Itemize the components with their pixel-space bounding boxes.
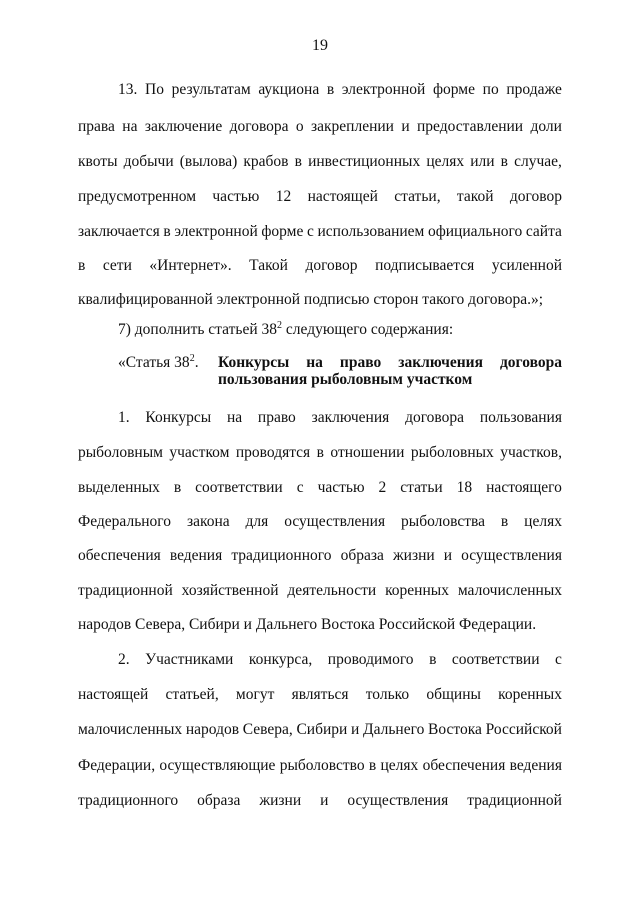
word: добычи (123, 153, 174, 170)
word: такой (456, 188, 494, 205)
para13-line-7: квалифицированной электронной подписью сторон такого договора.»; (78, 291, 544, 308)
word: право (339, 354, 382, 371)
word: договор (305, 257, 358, 274)
word: заключения (311, 409, 390, 426)
word: договор (509, 188, 562, 205)
word: осуществляющие (159, 757, 276, 774)
word: коренных (498, 686, 562, 703)
word: Севера, (242, 721, 293, 738)
word: частью (317, 479, 365, 496)
para1-line-3 (78, 478, 562, 498)
word: общины (426, 686, 481, 703)
word: осуществления (347, 792, 449, 809)
word: в (500, 153, 508, 170)
word: традиционной (467, 792, 562, 809)
word: «Интернет». (149, 257, 232, 274)
para13-line-4 (78, 187, 562, 207)
para1-line-5 (78, 546, 562, 566)
article-sup: 2 (189, 353, 195, 364)
word: традиционного (78, 792, 179, 809)
para2-line-1 (118, 650, 562, 670)
word: народов (185, 721, 240, 738)
word: на (122, 118, 138, 135)
word: сайта (525, 223, 562, 240)
word: в (429, 651, 437, 668)
word: заключения (398, 354, 483, 371)
word: Востока (428, 721, 482, 738)
amendment-tail: следующего содержания: (282, 321, 454, 338)
para2-line-2 (78, 685, 562, 705)
word: пользования (479, 409, 562, 426)
word: деятельности (287, 582, 377, 599)
word: жизни (259, 792, 302, 809)
word: сети (102, 257, 132, 274)
word: и (443, 547, 453, 564)
word: аукциона (258, 81, 320, 98)
word: закона (186, 513, 230, 530)
word: 12 (275, 188, 292, 205)
word: целях (380, 757, 419, 774)
word: целях (524, 513, 562, 530)
word: усиленной (491, 257, 562, 274)
word: обеспечения (78, 547, 161, 564)
word: хозяйственной (181, 582, 279, 599)
word: в (500, 513, 509, 530)
word: в (368, 757, 377, 774)
word: 2 (378, 479, 387, 496)
word: соответствии (451, 651, 540, 668)
word: По (145, 81, 164, 98)
page-number: 19 (312, 37, 328, 54)
para13-line-5 (78, 222, 562, 242)
amendment-line (118, 320, 562, 340)
word: о (295, 118, 304, 135)
word: только (365, 686, 410, 703)
word: участков, (500, 444, 562, 461)
word: договора (229, 118, 289, 135)
word: официального (427, 223, 523, 240)
word: коренных (385, 582, 449, 599)
word: с (306, 223, 314, 240)
para2-line-3 (78, 720, 562, 740)
para13-line-1 (118, 80, 562, 100)
word: договора (499, 354, 562, 371)
word: 1. (118, 409, 130, 426)
word: подписывается (375, 257, 475, 274)
word: на (226, 409, 243, 426)
word: в (294, 153, 302, 170)
word: крабов (243, 153, 289, 170)
word: в (316, 444, 324, 461)
article-title (218, 354, 562, 388)
word: в (326, 81, 335, 98)
article-title-line-1 (218, 354, 562, 371)
para1-line-1 (118, 408, 562, 428)
word: случае, (514, 153, 562, 170)
word: отношении (330, 444, 405, 461)
word: форме (433, 81, 475, 98)
word: статьей, (165, 686, 219, 703)
word: форме (261, 223, 304, 240)
word: 18 (456, 479, 473, 496)
word: и (401, 118, 410, 135)
word: образа (197, 792, 241, 809)
word: предоставлении (417, 118, 524, 135)
word: статьи, (394, 188, 441, 205)
para13-line-6 (78, 256, 562, 276)
word: права (78, 118, 115, 135)
word: Федерального (78, 513, 172, 530)
word: образа (340, 547, 384, 564)
word: Конкурсы (218, 354, 290, 371)
article-title-line-2: пользования рыболовным участком (218, 371, 473, 388)
word: по (482, 81, 499, 98)
word: малочисленных (78, 721, 183, 738)
word: заключение (144, 118, 223, 135)
word: 13. (118, 81, 138, 98)
word: рыболовство (279, 757, 365, 774)
word: выделенных (78, 479, 160, 496)
word: проводимого (327, 651, 414, 668)
word: квоты (78, 153, 118, 170)
article-prefix: «Статья $38^2$. (118, 353, 199, 371)
word: настоящего (486, 479, 562, 496)
word: статьи (400, 479, 443, 496)
word: 2. (118, 651, 130, 668)
word: частью (212, 188, 260, 205)
word: Федерации, (78, 757, 156, 774)
word: заключается (78, 223, 160, 240)
word: Конкурсы (145, 409, 212, 426)
word: продаже (506, 81, 562, 98)
word: Такой (249, 257, 288, 274)
word: осуществления (284, 513, 386, 530)
word: и (351, 721, 360, 738)
word: с (296, 479, 304, 496)
word: Участниками (145, 651, 234, 668)
word: (вылова) (179, 153, 238, 170)
word: рыболовных (410, 444, 494, 461)
word: участком (169, 444, 230, 461)
word: или (470, 153, 495, 170)
word: на (306, 354, 323, 371)
word: ведения (169, 547, 223, 564)
para2-line-4 (78, 756, 562, 776)
word: настоящей (307, 188, 378, 205)
word: в (163, 223, 171, 240)
word: договора (405, 409, 465, 426)
word: и (320, 792, 329, 809)
word: настоящей (78, 686, 149, 703)
word: малочисленных (457, 582, 562, 599)
word: Дальнего (363, 721, 425, 738)
word: являться (291, 686, 349, 703)
para13-line-2 (78, 117, 562, 137)
amendment-sup: 2 (277, 320, 283, 331)
word: закреплении (311, 118, 394, 135)
word: с (555, 651, 562, 668)
word: могут (235, 686, 275, 703)
word: использованием (317, 223, 425, 240)
word: в (173, 479, 182, 496)
word: доли (530, 118, 562, 135)
word: Сибири (296, 721, 348, 738)
word: соответствии (195, 479, 283, 496)
para1-line-4 (78, 512, 562, 532)
word: для (245, 513, 269, 530)
word: обеспечения (422, 757, 506, 774)
word: жизни (392, 547, 435, 564)
word: электронной (174, 223, 258, 240)
amendment-text: 7) дополнить статьей 38 (118, 321, 278, 338)
para13-line-3 (78, 152, 562, 172)
word: Российской (485, 721, 562, 738)
word: конкурса, (248, 651, 313, 668)
para1-line-6 (78, 581, 562, 601)
word: предусмотренном (78, 188, 197, 205)
word: электронной (341, 81, 426, 98)
word: ведения (509, 757, 562, 774)
word: в (78, 257, 86, 274)
word: право (257, 409, 296, 426)
para2-line-5 (78, 791, 562, 811)
word: осуществления (461, 547, 562, 564)
word: инвестиционных (308, 153, 421, 170)
word: традиционного (231, 547, 332, 564)
word: традиционной (78, 582, 173, 599)
para1-line-7: народов Севера, Сибири и Дальнего Востока Российской Федерации. (78, 616, 537, 633)
word: целях (426, 153, 465, 170)
word: результатам (171, 81, 251, 98)
word: рыболовства (401, 513, 485, 530)
word: рыболовным (78, 444, 163, 461)
para1-line-2 (78, 443, 562, 463)
word: проводятся (235, 444, 311, 461)
